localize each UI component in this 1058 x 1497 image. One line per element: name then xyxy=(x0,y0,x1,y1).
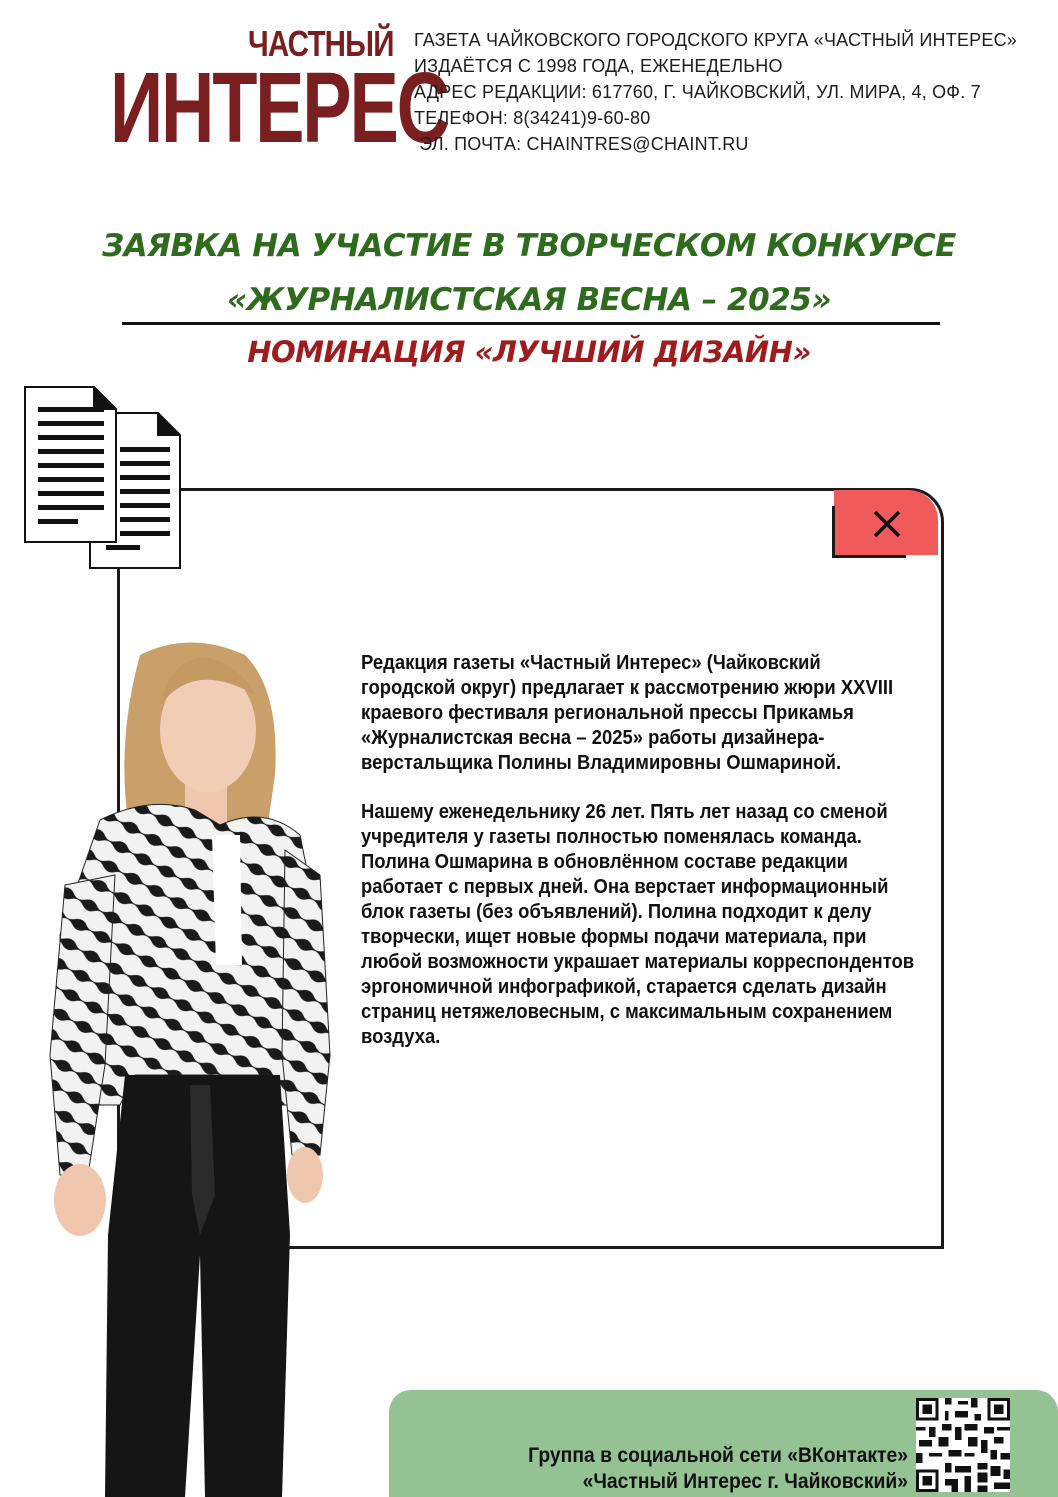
title-divider xyxy=(122,322,940,325)
info-line: ИЗДАЁТСЯ С 1998 ГОДА, ЕЖЕНЕДЕЛЬНО xyxy=(414,56,783,76)
person-photo xyxy=(20,635,340,1497)
info-line: ЭЛ. ПОЧТА: CHAINTRES@CHAINT.RU xyxy=(414,134,749,154)
application-text xyxy=(361,650,915,1073)
close-button-shadow xyxy=(832,506,835,557)
nomination-title: НОМИНАЦИЯ «ЛУЧШИЙ ДИЗАЙН» xyxy=(247,335,811,369)
application-title-line2: «ЖУРНАЛИСТСКАЯ ВЕСНА – 2025» xyxy=(227,282,831,318)
info-line: АДРЕС РЕДАКЦИИ: 617760, Г. ЧАЙКОВСКИЙ, УЛ. МИРА, 4, ОФ. 7 xyxy=(414,82,981,102)
qr-code-icon[interactable] xyxy=(916,1398,1010,1492)
close-button-shadow xyxy=(832,555,906,558)
paragraph-intro: Редакция газеты «Частный Интерес» (Чайковский городской округ) предлагает к рассмотрению жюри XXVIII краевого фестиваля региональной прессы Прикамья «Журналистская весна – 2025» работы дизайнера-верстальщика Полины Владимировны Ошмариной. xyxy=(361,651,894,774)
paragraph-description: Нашему еженедельнику 26 лет. Пять лет назад со сменой учредителя у газеты полностью поменялась команда. Полина Ошмарина в обновлённом составе редакции работает с первых дней. Она верстает информационный блок газеты (без объявлений). Полина подходит к делу творчески, ищет новые формы подачи материала, при любой возможности украшает материалы корреспондентов эргономичной инфографикой, старается сделать дизайн страниц нетяжеловесным, с максимальным сохранением воздуха. xyxy=(361,800,915,1048)
logo-main-word: ИНТЕРЕС xyxy=(110,52,448,164)
document-icon xyxy=(22,385,192,575)
close-icon xyxy=(865,502,909,546)
application-title-line1: ЗАЯВКА НА УЧАСТИЕ В ТВОРЧЕСКОМ КОНКУРСЕ xyxy=(102,228,956,264)
social-footer-line1: Группа в социальной сети «ВКонтакте» xyxy=(528,1444,908,1467)
info-line: ГАЗЕТА ЧАЙКОВСКОГО ГОРОДСКОГО КРУГА «ЧАСТНЫЙ ИНТЕРЕС» xyxy=(414,30,1017,50)
newspaper-info xyxy=(414,27,1017,157)
social-footer-text xyxy=(468,1443,908,1495)
logo-top-word: ЧАСТНЫЙ xyxy=(248,23,394,64)
social-footer-line2: «Частный Интерес г. Чайковский» xyxy=(582,1470,908,1493)
info-line: ТЕЛЕФОН: 8(34241)9-60-80 xyxy=(414,108,651,128)
